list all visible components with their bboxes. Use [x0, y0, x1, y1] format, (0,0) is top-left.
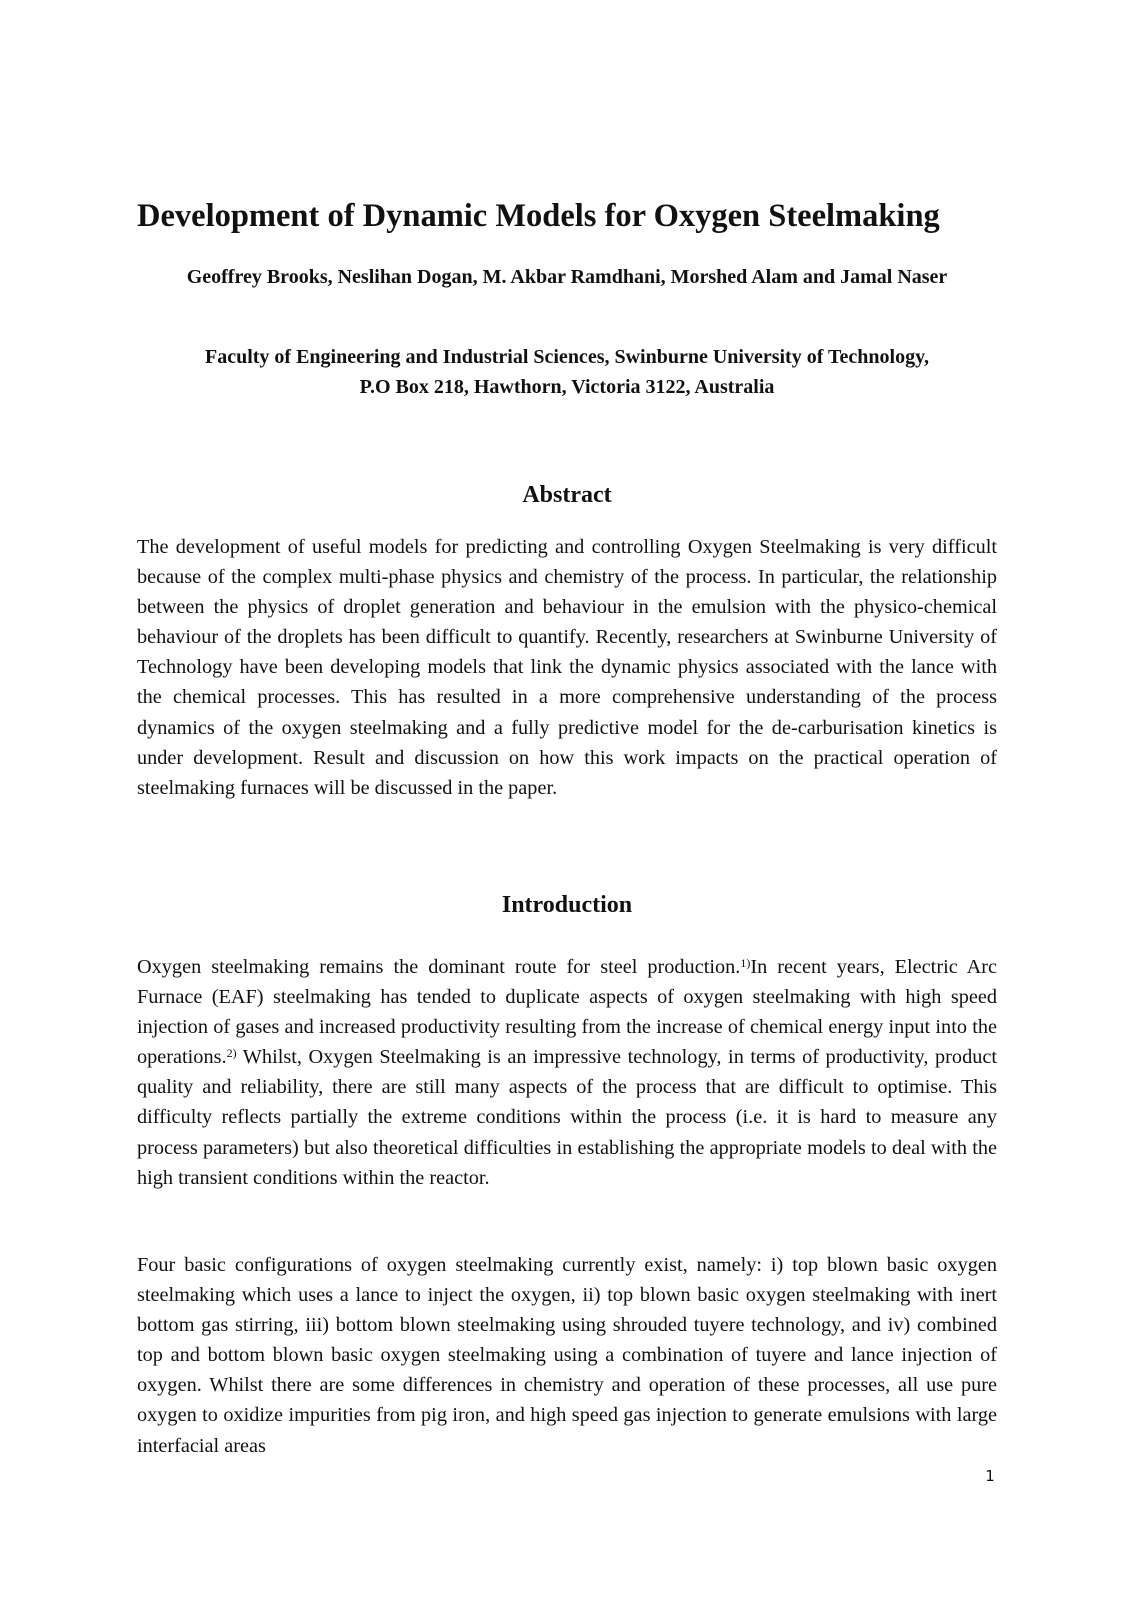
paper-title: Development of Dynamic Models for Oxygen Steelmaking	[137, 198, 940, 234]
intro-text-3: Whilst, Oxygen Steelmaking is an impressive technology, in terms of productivity, product quality and reliability, there are still many aspects of the process that are difficult to optimise. This difficulty reflects partially the extreme conditions within the process (i.e. it is hard to measure any process parameters) but also theoretical difficulties in establishing the appropriate models to deal with the high transient conditions within the reactor.	[137, 1046, 997, 1189]
affiliation-line-1: Faculty of Engineering and Industrial Sciences, Swinburne University of Technology,	[205, 346, 929, 368]
affiliation-line-2: P.O Box 218, Hawthorn, Victoria 3122, Australia	[359, 376, 775, 398]
reference-marker-1: 1)	[740, 956, 751, 970]
intro-text-1: Oxygen steelmaking remains the dominant route for steel production.	[137, 956, 741, 978]
reference-marker-2: 2)	[226, 1046, 237, 1061]
introduction-paragraph-2: Four basic configurations of oxygen steelmaking currently exist, namely: i) top blown basic oxygen steelmaking which uses a lance to inject the oxygen, ii) top blown basic oxygen steelmaking with inert bottom gas stirring, iii) bottom blown steelmaking using shrouded tuyere technology, and iv) combined top and bottom blown basic oxygen steelmaking using a combination of tuyere and lance injection of oxygen. Whilst there are some differences in chemistry and operation of these processes, all use pure oxygen to oxidize impurities from pig iron, and high speed gas injection to generate emulsions with large interfacial areas	[137, 1254, 997, 1457]
affiliation	[137, 342, 997, 402]
author-list: Geoffrey Brooks, Neslihan Dogan, M. Akbar Ramdhani, Morshed Alam and Jamal Naser	[186, 266, 948, 288]
introduction-heading: Introduction	[501, 892, 633, 918]
page-number: 1	[985, 1467, 995, 1485]
introduction-paragraph-1	[137, 952, 997, 1193]
abstract-body: The development of useful models for predicting and controlling Oxygen Steelmaking is very difficult because of the complex multi-phase physics and chemistry of the process. In particular, the relationship between the physics of droplet generation and behaviour in the emulsion with the physico-chemical behaviour of the droplets has been difficult to quantify. Recently, researchers at Swinburne University of Technology have been developing models that link the dynamic physics associated with the lance with the chemical processes. This has resulted in a more comprehensive understanding of the process dynamics of the oxygen steelmaking and a fully predictive model for the de-carburisation kinetics is under development. Result and discussion on how this work impacts on the practical operation of steelmaking furnaces will be discussed in the paper.	[137, 536, 997, 799]
intro-text-2: In recent years, Electric Arc Furnace (EAF) steelmaking has tended to duplicate aspects of oxygen steelmaking with high speed injection of gases and increased productivity resulting from the increase of chemical energy input into the operations.	[137, 956, 997, 1069]
abstract-heading: Abstract	[522, 482, 612, 508]
